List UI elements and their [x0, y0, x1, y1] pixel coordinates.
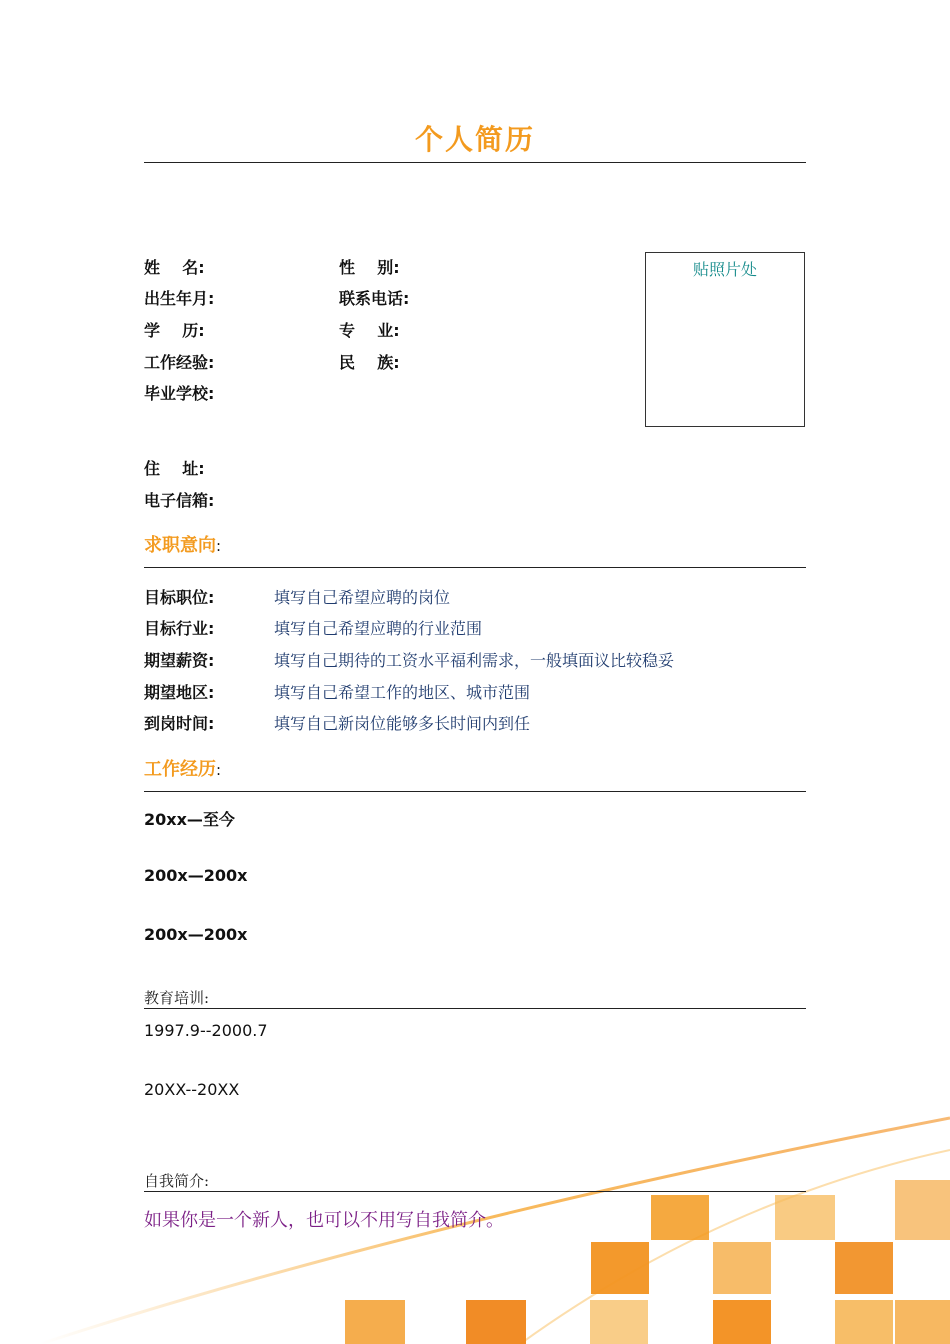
intent-label: 到岗时间:	[144, 714, 215, 733]
intent-label: 目标行业:	[144, 619, 215, 638]
photo-placeholder-label: 贴照片处	[692, 260, 757, 279]
page-title: 个人简历	[414, 123, 535, 156]
self-intro-divider	[144, 1191, 806, 1192]
label-major: 专 业:	[339, 321, 400, 340]
education-period: 1997.9--2000.7	[144, 1021, 268, 1040]
label-gender: 性 别:	[339, 258, 400, 277]
label-birth: 出生年月:	[144, 289, 215, 308]
job-intent-title: 求职意向	[144, 535, 216, 556]
intent-label: 期望地区:	[144, 683, 215, 702]
intent-value: 填写自己期待的工资水平福利需求，一般填面议比较稳妥	[274, 651, 675, 670]
work-colon: :	[216, 761, 222, 779]
work-period: 20xx—至今	[144, 810, 235, 829]
education-period: 20XX--20XX	[144, 1080, 240, 1099]
label-school: 毕业学校:	[144, 384, 215, 403]
intent-value: 填写自己希望工作的地区、城市范围	[274, 683, 531, 702]
section-work-heading	[144, 755, 221, 781]
photo-placeholder-box	[645, 252, 805, 427]
label-education: 学 历:	[144, 321, 205, 340]
section-job-intent-heading	[144, 531, 221, 557]
label-phone: 联系电话:	[339, 289, 410, 308]
intent-value: 填写自己希望应聘的岗位	[274, 588, 451, 607]
intent-value: 填写自己新岗位能够多长时间内到任	[274, 714, 531, 733]
self-intro-text: 如果你是一个新人，也可以不用写自我简介。	[144, 1210, 504, 1231]
intent-label: 目标职位:	[144, 588, 215, 607]
section-education-heading: 教育培训:	[144, 989, 210, 1007]
section-self-intro-heading: 自我简介:	[144, 1172, 210, 1190]
label-ethnicity: 民 族:	[339, 353, 400, 372]
job-intent-colon: :	[216, 537, 222, 555]
intent-label: 期望薪资:	[144, 651, 215, 670]
work-divider	[144, 791, 806, 792]
education-divider	[144, 1008, 806, 1009]
work-period: 200x—200x	[144, 925, 248, 944]
label-address: 住 址:	[144, 459, 205, 478]
intent-value: 填写自己希望应聘的行业范围	[274, 619, 483, 638]
title-divider	[144, 162, 806, 163]
job-intent-divider	[144, 567, 806, 568]
label-name: 姓 名:	[144, 258, 205, 277]
label-email: 电子信箱:	[144, 491, 215, 510]
work-period: 200x—200x	[144, 866, 248, 885]
label-experience: 工作经验:	[144, 353, 215, 372]
work-title: 工作经历	[144, 759, 216, 780]
